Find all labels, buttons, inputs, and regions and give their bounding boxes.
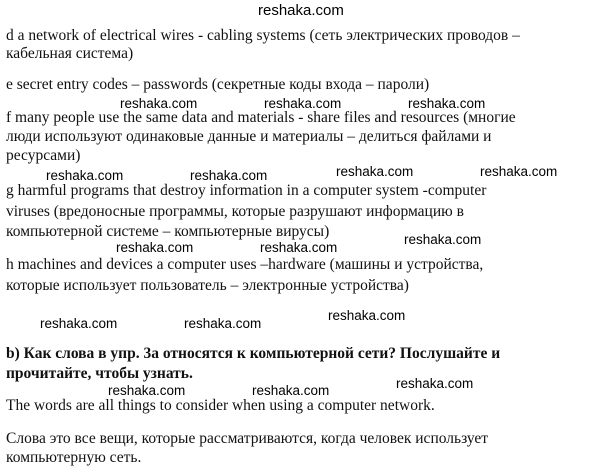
watermark: reshaka.com [396,376,474,391]
watermark: reshaka.com [328,308,406,323]
entry-d-line-2: кабельная система) [6,45,134,62]
task-b-answer-en: The words are all things to consider when using a computer network. [6,397,435,414]
watermark: reshaka.com [40,316,118,331]
watermark: reshaka.com [408,96,486,111]
task-b-heading-line-2: прочитайте, чтобы узнать. [6,365,193,382]
entry-f-line-3: ресурсами) [6,147,81,164]
watermark: reshaka.com [336,164,414,179]
watermark: reshaka.com [480,164,558,179]
watermark: reshaka.com [108,383,186,398]
entry-f-line-2: люди используют одинаковые данные и материалы – делиться файлами и [6,128,492,145]
task-b-heading-line-1: b) Как слова в упр. 3а относятся к компьютерной сети? Послушайте и [6,345,501,362]
watermark: reshaka.com [252,383,330,398]
watermark: reshaka.com [120,96,198,111]
task-b-answer-ru-line-2: компьютерную сеть. [6,449,142,466]
entry-g-line-2: viruses (вредоносные программы, которые разрушают информацию в [6,203,464,220]
watermark: reshaka.com [258,2,344,19]
watermark: reshaka.com [46,168,124,183]
task-b-answer-ru-line-1: Слова это все вещи, которые рассматриваются, когда человек использует [6,430,489,447]
watermark: reshaka.com [190,168,268,183]
entry-f-line-1: f many people use the same data and materials - share files and resources (многие [6,109,516,126]
entry-h-line-2: которые использует пользователь – электронные устройства) [6,277,409,294]
entry-g-line-1: g harmful programs that destroy information in a computer system -computer [6,182,487,199]
entry-h-line-1: h machines and devices a computer uses –hardware (машины и устройства, [6,256,484,273]
watermark: reshaka.com [404,232,482,247]
entry-g-line-3: компьютерной системе – компьютерные вирусы) [6,223,330,240]
watermark: reshaka.com [260,240,338,255]
watermark: reshaka.com [184,316,262,331]
entry-e-line-1: e secret entry codes – passwords (секретные коды входа – пароли) [6,76,430,93]
watermark: reshaka.com [116,240,194,255]
entry-d-line-1: d a network of electrical wires - cabling systems (сеть электрических проводов – [6,27,520,44]
watermark: reshaka.com [264,96,342,111]
